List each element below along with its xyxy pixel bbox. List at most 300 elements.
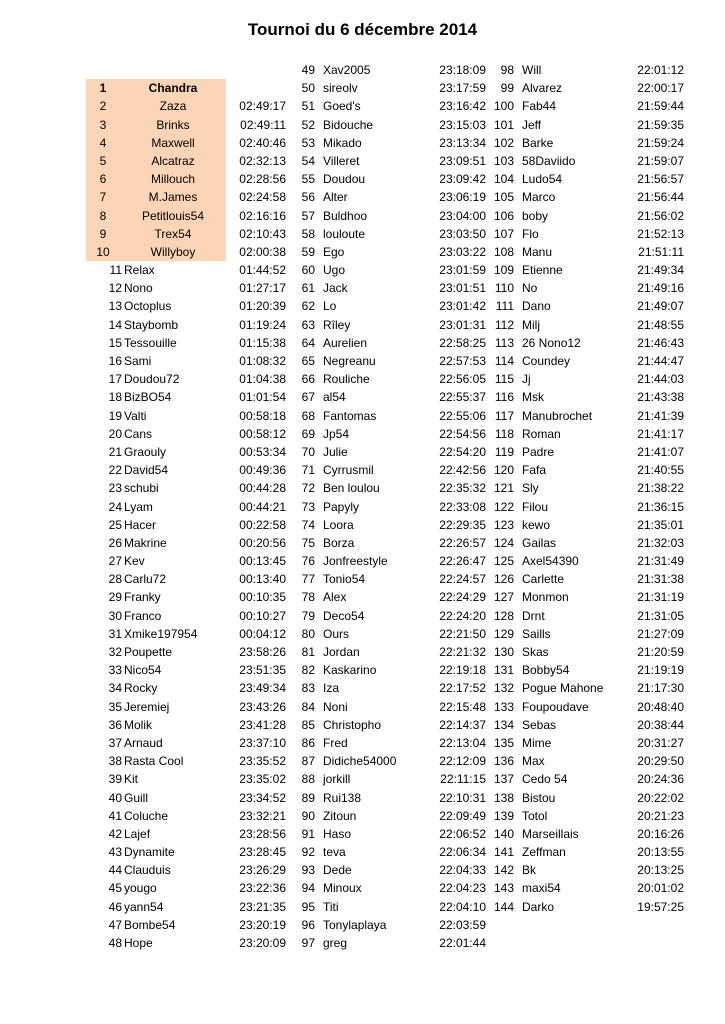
rank-number: 35 [108, 699, 122, 714]
rank-number: 94 [301, 881, 315, 896]
ranking-row [290, 607, 486, 625]
ranking-row [488, 552, 684, 570]
ranking-row [488, 134, 684, 152]
elimination-time: 00:10:35 [239, 590, 286, 605]
rank-number: 14 [108, 317, 122, 332]
ranking-row [488, 861, 684, 879]
rank-number: 129 [493, 626, 514, 641]
player-name: Coluche [124, 808, 169, 823]
player-name: Zitoun [323, 808, 357, 823]
rank-number: 138 [493, 790, 514, 805]
rank-number: 133 [493, 699, 514, 714]
ranking-row [488, 152, 684, 170]
ranking-row [488, 625, 684, 643]
rank-number: 34 [108, 681, 122, 696]
player-name: Fafa [522, 463, 547, 478]
rank-number: 73 [301, 499, 315, 514]
ranking-row [488, 407, 684, 425]
ranking-row [86, 734, 286, 752]
rank-number: 20 [108, 426, 122, 441]
player-name: Noni [323, 699, 348, 714]
rank-number: 91 [301, 826, 315, 841]
player-name: Trex54 [154, 226, 192, 241]
ranking-row [290, 79, 486, 97]
rank-number: 7 [99, 190, 107, 205]
ranking-row [86, 207, 286, 225]
ranking-row [86, 134, 286, 152]
ranking-row [290, 188, 486, 206]
ranking-row [86, 552, 286, 570]
rank-number: 88 [301, 772, 315, 787]
elimination-time: 20:16:26 [637, 826, 684, 841]
elimination-time: 23:03:50 [439, 226, 486, 241]
elimination-time: 23:21:35 [239, 899, 286, 914]
player-name: Carlette [522, 572, 565, 587]
player-name: Msk [522, 390, 544, 405]
elimination-time: 23:01:59 [439, 263, 486, 278]
player-name: Alcatraz [151, 153, 195, 168]
player-name: Titi [323, 899, 339, 914]
elimination-time: 23:35:52 [239, 754, 286, 769]
player-name: Bidouche [323, 117, 374, 132]
ranking-row [86, 770, 286, 788]
elimination-time: 22:00:17 [637, 81, 684, 96]
rank-number: 81 [301, 645, 315, 659]
rank-number: 85 [301, 717, 315, 732]
player-name: yann54 [124, 899, 164, 914]
player-name: Xmike197954 [124, 626, 198, 641]
rank-number: 121 [493, 481, 514, 496]
player-name: Mime [522, 735, 552, 750]
elimination-time: 22:21:32 [439, 645, 486, 659]
rank-number: 66 [301, 372, 315, 387]
elimination-time: 22:35:32 [439, 481, 486, 496]
player-name: Fantomas [323, 408, 377, 423]
elimination-time: 21:52:13 [637, 226, 684, 241]
elimination-time: 02:16:16 [239, 208, 286, 223]
elimination-time: 21:17:30 [637, 681, 684, 696]
rank-number: 39 [108, 772, 122, 787]
player-name: Villeret [323, 153, 360, 168]
ranking-row [488, 643, 684, 661]
rank-number: 11 [109, 263, 122, 278]
rank-number: 51 [301, 99, 315, 114]
elimination-time: 20:22:02 [637, 790, 684, 805]
ranking-row [86, 407, 286, 425]
ranking-row [86, 934, 286, 952]
ranking-row [290, 625, 486, 643]
elimination-time: 21:56:57 [637, 172, 684, 187]
player-name: Saills [522, 626, 551, 641]
elimination-time: 21:59:07 [637, 153, 684, 168]
rank-number: 60 [301, 263, 315, 278]
player-name: Sebas [522, 717, 557, 732]
rank-number: 82 [301, 663, 315, 678]
elimination-time: 21:49:16 [637, 281, 684, 296]
elimination-time: 22:33:08 [439, 499, 486, 514]
rank-number: 44 [108, 863, 122, 878]
rank-number: 98 [500, 63, 514, 77]
ranking-row [290, 552, 486, 570]
rank-number: 144 [493, 899, 514, 914]
player-name: Marseillais [522, 826, 579, 841]
player-name: Xav2005 [323, 63, 371, 77]
player-name: Bombe54 [124, 917, 176, 932]
ranking-row [86, 188, 286, 206]
elimination-time: 22:55:37 [439, 390, 486, 405]
player-name: Bk [522, 863, 537, 878]
ranking-row [488, 534, 684, 552]
rank-number: 101 [493, 117, 514, 132]
elimination-time: 21:35:01 [637, 517, 684, 532]
rank-number: 104 [493, 172, 514, 187]
rank-number: 77 [301, 572, 315, 587]
player-name: Lajef [124, 826, 151, 841]
player-name: Graouly [124, 444, 167, 459]
elimination-time: 21:38:22 [637, 481, 684, 496]
rank-number: 72 [301, 481, 315, 496]
rank-number: 116 [494, 390, 514, 405]
player-name: Doudou [323, 172, 366, 187]
rank-number: 107 [493, 226, 514, 241]
ranking-row [488, 807, 684, 825]
ranking-row [488, 225, 684, 243]
elimination-time: 20:21:23 [637, 808, 684, 823]
elimination-time: 20:48:40 [637, 699, 684, 714]
elimination-time: 21:31:38 [637, 572, 684, 587]
ranking-row [488, 388, 684, 406]
player-name: Relax [124, 263, 155, 278]
elimination-time: 23:17:59 [439, 81, 486, 96]
elimination-time: 23:15:03 [439, 117, 486, 132]
player-name: Hope [124, 936, 153, 950]
player-name: Franco [124, 608, 162, 623]
elimination-time: 22:17:52 [439, 681, 486, 696]
player-name: Ugo [323, 263, 346, 278]
player-name: Nono [124, 281, 153, 296]
rank-number: 5 [99, 153, 107, 168]
ranking-row [86, 297, 286, 315]
ranking-row [86, 498, 286, 516]
ranking-row [290, 807, 486, 825]
player-name: Jp54 [323, 426, 350, 441]
elimination-time: 01:08:32 [239, 354, 286, 368]
ranking-row [488, 516, 684, 534]
rank-number: 90 [301, 808, 315, 823]
player-name: Tessouille [124, 335, 177, 350]
elimination-time: 22:24:29 [439, 590, 486, 605]
elimination-time: 01:44:52 [239, 263, 286, 278]
rank-number: 25 [108, 517, 122, 532]
elimination-time: 21:43:38 [637, 390, 684, 405]
player-name: Manu [522, 244, 553, 259]
player-name: schubi [124, 481, 159, 496]
ranking-row [290, 116, 486, 134]
rank-number: 69 [301, 426, 315, 441]
ranking-row [290, 588, 486, 606]
elimination-time: 01:20:39 [239, 299, 286, 314]
ranking-row [290, 479, 486, 497]
player-name: Flo [522, 226, 539, 241]
player-name: Fred [323, 735, 348, 750]
ranking-row [86, 679, 286, 697]
rank-number: 57 [301, 208, 315, 223]
rank-number: 18 [108, 390, 122, 405]
ranking-row [488, 898, 684, 916]
elimination-time: 20:13:55 [637, 845, 684, 860]
ranking-row [290, 152, 486, 170]
player-name: Bistou [522, 790, 556, 805]
elimination-time: 00:13:45 [239, 554, 286, 569]
elimination-time: 22:29:35 [439, 517, 486, 532]
player-name: Dynamite [124, 845, 175, 860]
ranking-row [290, 279, 486, 297]
rank-number: 143 [493, 881, 514, 896]
player-name: Haso [323, 826, 352, 841]
ranking-row [290, 570, 486, 588]
elimination-time: 01:27:17 [239, 281, 286, 296]
elimination-time: 20:38:44 [637, 717, 684, 732]
ranking-row [86, 261, 286, 279]
player-name: Carlu72 [124, 572, 167, 587]
player-name: Tonio54 [323, 572, 366, 587]
elimination-time: 21:49:07 [637, 299, 684, 314]
ranking-row [290, 243, 486, 261]
rank-number: 67 [301, 390, 315, 405]
player-name: Lo [323, 299, 337, 314]
rank-number: 16 [108, 354, 122, 368]
ranking-row [488, 661, 684, 679]
rank-number: 100 [493, 99, 514, 114]
elimination-time: 23:49:34 [239, 681, 286, 696]
ranking-row [488, 843, 684, 861]
elimination-time: 00:13:40 [239, 572, 286, 587]
elimination-time: 23:01:51 [439, 281, 486, 296]
ranking-row [86, 607, 286, 625]
ranking-row [290, 297, 486, 315]
player-name: Jeremiej [124, 699, 170, 714]
player-name: maxi54 [522, 881, 561, 896]
rank-number: 61 [301, 281, 315, 296]
player-name: Alter [323, 190, 348, 205]
ranking-row [488, 498, 684, 516]
rank-number: 120 [493, 463, 514, 478]
ranking-row [290, 352, 486, 370]
ranking-row [488, 752, 684, 770]
ranking-row [290, 443, 486, 461]
player-name: Lyam [124, 499, 153, 514]
ranking-row [488, 297, 684, 315]
player-name: Barke [522, 135, 554, 150]
rank-number: 38 [108, 754, 122, 769]
ranking-row [290, 770, 486, 788]
ranking-row [290, 425, 486, 443]
player-name: Ours [323, 626, 350, 641]
ranking-row [488, 261, 684, 279]
ranking-row [290, 388, 486, 406]
rank-number: 13 [108, 299, 122, 314]
rank-number: 122 [493, 499, 514, 514]
ranking-row [86, 752, 286, 770]
elimination-time: 22:11:15 [440, 772, 486, 787]
player-name: Milj [522, 317, 540, 332]
ranking-row [86, 370, 286, 388]
ranking-row [290, 716, 486, 734]
ranking-row [86, 479, 286, 497]
ranking-row [488, 97, 684, 115]
rank-number: 24 [108, 499, 122, 514]
elimination-time: 22:54:56 [439, 426, 486, 441]
player-name: Staybomb [124, 317, 179, 332]
rank-number: 117 [494, 408, 514, 423]
ranking-row [86, 879, 286, 897]
player-name: Max [522, 754, 545, 769]
elimination-time: 21:59:24 [637, 135, 684, 150]
ranking-row [488, 770, 684, 788]
elimination-time: 23:20:19 [239, 917, 286, 932]
ranking-row [488, 188, 684, 206]
elimination-time: 23:04:00 [439, 208, 486, 223]
ranking-row [86, 334, 286, 352]
elimination-time: 20:01:02 [637, 881, 684, 896]
player-name: Cyrrusmil [323, 463, 374, 478]
rank-number: 124 [493, 535, 514, 550]
player-name: Aurelien [323, 335, 368, 350]
elimination-time: 00:22:58 [239, 517, 286, 532]
rank-number: 139 [493, 808, 514, 823]
ranking-row [488, 316, 684, 334]
elimination-time: 02:49:11 [240, 117, 286, 132]
elimination-time: 21:56:02 [637, 208, 684, 223]
elimination-time: 22:03:59 [439, 917, 486, 932]
ranking-row [290, 934, 486, 952]
ranking-row [290, 370, 486, 388]
ranking-row [488, 443, 684, 461]
elimination-time: 02:00:38 [239, 244, 286, 259]
player-name: Totol [522, 808, 548, 823]
player-name: Poupette [124, 645, 173, 659]
player-name: greg [323, 936, 348, 950]
elimination-time: 20:13:25 [637, 863, 684, 878]
player-name: Fab44 [522, 99, 557, 114]
elimination-time: 20:29:50 [637, 754, 684, 769]
player-name: Rasta Cool [124, 754, 184, 769]
rank-number: 32 [108, 645, 122, 659]
rank-number: 127 [493, 590, 514, 605]
player-name: louloute [323, 226, 366, 241]
elimination-time: 23:32:21 [239, 808, 286, 823]
player-name: Skas [522, 645, 549, 659]
rank-number: 62 [301, 299, 315, 314]
rank-number: 2 [99, 99, 107, 114]
rank-number: 96 [301, 917, 315, 932]
elimination-time: 21:41:39 [637, 408, 684, 423]
ranking-row [86, 534, 286, 552]
elimination-time: 22:55:06 [439, 408, 486, 423]
elimination-time: 00:10:27 [239, 608, 286, 623]
player-name: Jack [323, 281, 348, 296]
rank-number: 12 [108, 281, 122, 296]
rank-number: 43 [108, 845, 122, 860]
rank-number: 3 [99, 117, 107, 132]
elimination-time: 21:41:07 [637, 444, 684, 459]
rank-number: 123 [493, 517, 514, 532]
player-name: Kit [124, 772, 139, 787]
rank-number: 119 [494, 444, 514, 459]
rank-number: 37 [108, 735, 122, 750]
rank-number: 135 [493, 735, 514, 750]
elimination-time: 22:57:53 [439, 354, 486, 368]
rank-number: 33 [108, 663, 122, 678]
ranking-row [86, 443, 286, 461]
elimination-time: 00:58:12 [239, 426, 286, 441]
rank-number: 19 [108, 408, 122, 423]
ranking-row [290, 734, 486, 752]
player-name: Pogue Mahone [522, 681, 604, 696]
rank-number: 31 [108, 626, 122, 641]
rank-number: 109 [493, 263, 514, 278]
elimination-time: 02:32:13 [239, 153, 286, 168]
elimination-time: 23:16:42 [439, 99, 486, 114]
elimination-time: 22:04:10 [439, 899, 486, 914]
ranking-row [86, 97, 286, 115]
elimination-time: 22:24:57 [439, 572, 486, 587]
ranking-row [86, 170, 286, 188]
player-name: 26 Nono12 [522, 335, 581, 350]
ranking-row [86, 243, 286, 261]
rank-number: 141 [493, 845, 514, 860]
rank-number: 103 [493, 153, 514, 168]
ranking-row [488, 334, 684, 352]
elimination-time: 22:26:57 [439, 535, 486, 550]
elimination-time: 00:53:34 [239, 444, 286, 459]
elimination-time: 22:13:04 [439, 735, 486, 750]
ranking-row [86, 861, 286, 879]
ranking-row [290, 207, 486, 225]
rank-number: 111 [495, 299, 514, 314]
ranking-row [86, 588, 286, 606]
elimination-time: 23:03:22 [439, 244, 486, 259]
rank-number: 132 [493, 681, 514, 696]
player-name: Alex [323, 590, 347, 605]
rank-number: 6 [99, 172, 107, 187]
player-name: Cans [124, 426, 153, 441]
ranking-row [290, 861, 486, 879]
player-name: Coundey [522, 354, 571, 368]
rank-number: 9 [99, 226, 107, 241]
elimination-time: 22:12:09 [439, 754, 486, 769]
elimination-time: 01:19:24 [239, 317, 286, 332]
elimination-time: 22:42:56 [439, 463, 486, 478]
elimination-time: 22:01:12 [637, 63, 684, 77]
rank-number: 79 [301, 608, 315, 623]
player-name: Foupoudave [522, 699, 589, 714]
player-name: Jeff [522, 117, 542, 132]
rank-number: 1 [99, 81, 107, 96]
player-name: BizBO54 [124, 390, 172, 405]
player-name: Padre [522, 444, 555, 459]
elimination-time: 23:37:10 [239, 735, 286, 750]
player-name: Christopho [323, 717, 382, 732]
ranking-row [488, 352, 684, 370]
elimination-time: 21:41:17 [637, 426, 684, 441]
player-name: Clauduis [124, 863, 171, 878]
rank-number: 65 [301, 354, 315, 368]
player-name: boby [522, 208, 549, 223]
rank-number: 125 [493, 554, 514, 569]
ranking-row [488, 207, 684, 225]
rank-number: 106 [493, 208, 514, 223]
